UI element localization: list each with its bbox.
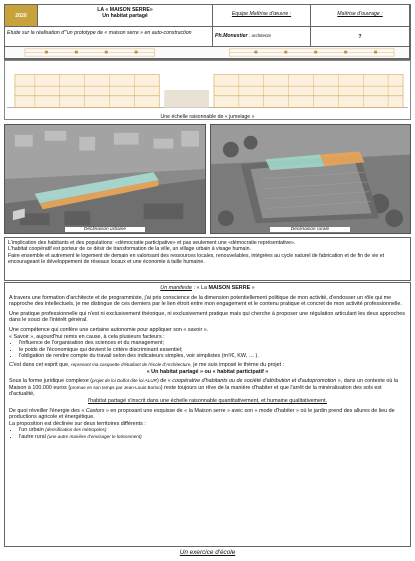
manifeste-title: Un manifeste : « La MAISON SERRE » [160,285,255,291]
elevation-block-right [214,75,403,108]
manifeste-p4: « Savoir », aujourd'hui remis en cause, à cela plusieurs facteurs : [9,333,165,340]
equipe-label: Equipe Maîtrise d'œuvre : [213,5,311,27]
list-item: • le poids de l'économique qui devient le critère discriminant essentiel; [19,347,406,354]
urban-aerial-photo [4,124,206,234]
project-theme: « Un habitat partagé » ou « habitat participatif » [146,368,269,375]
factors-list [9,340,406,360]
architect-cell [213,27,311,47]
elevation-drawing [4,60,411,120]
elevation-block-left [15,75,159,108]
maitrise-label: Maîtrise d'ouvrage : [311,5,410,27]
manifeste-p3: Une compétence qui confère une certaine autonomie pour appliquer son « savoir ». [9,326,209,333]
manifeste-p1: A travers une formation d'architecte et de programmiste, j'ai pris conscience de la dimension potentiellement politique de mon activité, d'endosser un rôle qui me rapproche des intellectuels, je me distingue de ces derniers par le lien étroit entre mon engagement et le contenu pratique et concret de mon activité professionnelle. [9,294,402,308]
architect-name: Ph.Monestier [215,33,248,39]
header-table [4,4,411,60]
territories-list [9,427,406,440]
rural-aerial-photo [210,124,411,234]
footer-note: Un exercice d'école [179,549,236,556]
maitrise-value: ? [311,27,410,47]
intro-p3: Faire ensemble et autrement le logement de demain en valorisant des ressources locales, renouvelables, intégrées au cycle naturel de fabrication et de fin de vie et encourageant le développement de réseaux locaux et une économie à taille humaine. [8,252,385,266]
intro-p1: L'implication des habitants et des populations: «démocratie participative» et pas seulement une «démocratie représentative». [8,240,296,246]
year-badge: 2020 [5,5,38,27]
title-line-1: LA « MAISON SERRE» [97,7,153,13]
manifeste-p8: La proposition est déclinée sur deux territoires différents : [9,420,146,427]
document-title [38,5,213,27]
architect-role: : architecte [249,33,272,38]
manifeste-block [4,282,411,547]
rural-caption: Déclinaison rurale [270,227,350,232]
urban-caption: Déclinaison urbaine [65,227,145,232]
intro-p2: L'habitat coopératif est porteur de ce désir de transformation de la ville, un village urbain à visage humain. [8,246,251,253]
intro-block [4,237,411,281]
elevation-caption: Une échelle raisonnable de « jumelage » [160,114,255,120]
title-line-2: Un habitat partagé [102,13,148,19]
manifeste-p5: C'est dans cet esprit que, reprenant ma casquette d'étudiant de l'école d'Architecture, je me suis imposé le thème du projet : [9,361,285,368]
study-description: Etude sur la réalisation d'"un prototype de « maison serre » en auto-construction [5,27,213,47]
list-item: • l'autre rural (une autre manière d'envisager le lotissement) [19,434,406,441]
list-item: • l'obligation de rendre compte du travail selon des indicateurs simples, voir simplistes (m²/€, KW, … ). [19,353,406,360]
list-item: • l'influence de l'organisation des sciences et du management; [19,340,406,347]
list-item: • l'un urbain (densification des métropoles) [19,427,406,434]
facade-strip-graphic [5,47,410,59]
manifeste-p7: De quoi réveiller l'énergie des « Castors » en proposant une esquisse de « la Maison serre » avec son « mode d'habiter » où le jardin prend des allures de lieu de productions agricole et énergétique. [9,407,395,421]
manifeste-p2: Une pratique professionnelle qui n'est ni exclusivement théorique, ni exclusivement pratique mais qui cherche à proposer une régulation articulant les deux approches dans le souci de l'intérêt général. [9,310,405,324]
manifeste-p6: Sous la forme juridique complexe (projet de loi Duflot dite loi ALUR) de « coopérative d'habitants ou de société d'attribution et d'autopromotion », dans un contexte où la Maison à 100.000 euros (promue en son temps par Jean-Louis Borloo) reste toujours un rêve de la manière d'habiter et que l'arrêt de la minéralisation des sols est d'actualité, l'habitat partagé s'inscrit dans une échelle raisonnable quantitativement, et humaine qualitativement. [9,378,399,404]
